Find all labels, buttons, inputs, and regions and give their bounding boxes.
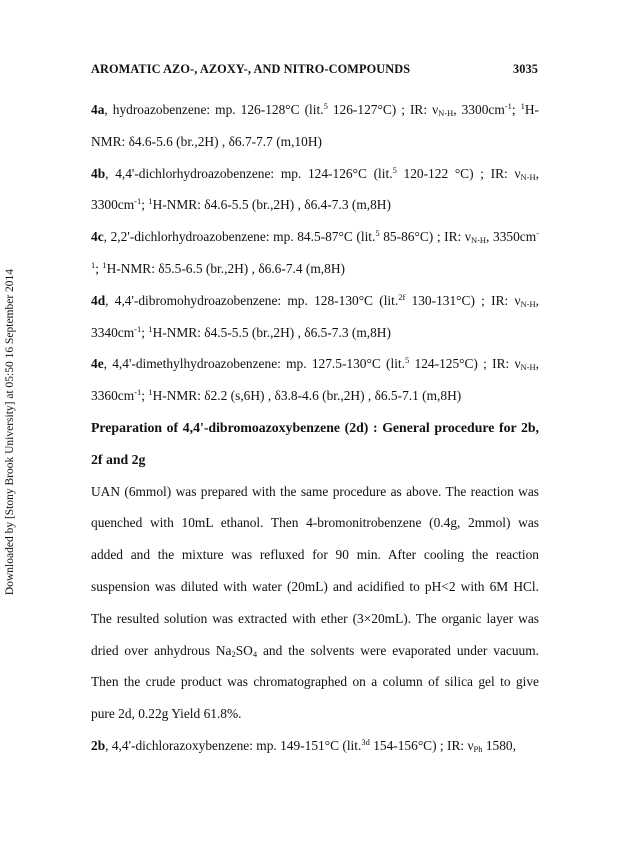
subscript: 4	[252, 648, 258, 659]
entry-text: , hydroazobenzene: mp. 126-128°C (lit.	[104, 102, 324, 117]
entry-text: H-NMR: δ5.5-6.5 (br.,2H) , δ6.6-7.4 (m,8H)	[106, 260, 345, 276]
entry-text: , 4,4'-dichlorhydroazobenzene: mp. 124-126°C (lit.	[105, 165, 393, 181]
subscript: N-H	[520, 362, 536, 373]
subscript: N-H	[520, 171, 536, 182]
entry-text: , 2,2'-dichlorhydroazobenzene: mp. 84.5-87°C (lit.	[103, 229, 376, 245]
superscript: -1	[504, 101, 512, 111]
entry-text: , 4,4'-dichlorazoxybenzene: mp. 149-151°C (lit.	[105, 737, 362, 753]
reference-number: 2f	[398, 291, 406, 302]
subscript: N-H	[470, 235, 487, 246]
compound-entry-4b	[91, 158, 539, 222]
superscript: 1	[148, 323, 153, 334]
entry-text: 1580,	[482, 737, 516, 753]
entry-text: ;	[141, 197, 149, 213]
running-header	[91, 62, 538, 80]
procedure-paragraph	[91, 476, 539, 730]
superscript: -1	[134, 387, 142, 398]
superscript: 1	[520, 101, 525, 111]
entry-text: ;	[141, 324, 149, 340]
entry-text: , 3300cm	[91, 165, 539, 213]
entry-text: H-NMR: δ4.6-5.6 (br.,2H) , δ6.7-7.7 (m,10H)	[91, 102, 539, 149]
superscript: -1	[134, 196, 142, 207]
entry-text: , 4,4'-dibromohydroazobenzene: mp. 128-130°C (lit.	[105, 292, 399, 308]
superscript: -1	[134, 323, 142, 334]
entry-text: 126-127°C) ; IR: ν	[327, 102, 439, 117]
reference-number: 5	[375, 228, 380, 239]
running-title: AROMATIC AZO-, AZOXY-, AND NITRO-COMPOUNDS	[91, 62, 411, 76]
compound-entry-4a	[91, 94, 539, 158]
subscript: Ph	[473, 743, 483, 754]
compound-entry-4c	[91, 221, 539, 285]
compound-id: 4d	[91, 292, 106, 308]
compound-entry-2b	[91, 730, 539, 762]
entry-text: , 3360cm	[91, 356, 540, 404]
entry-text: H-NMR: δ4.6-5.5 (br.,2H) , δ6.4-7.3 (m,8H)	[152, 197, 391, 213]
entry-text: 130-131°C) ; IR: ν	[405, 292, 521, 308]
entry-text: 120-122 °C) ; IR: ν	[396, 165, 521, 181]
entry-text: ;	[511, 102, 521, 117]
compound-entry-4e	[91, 348, 539, 412]
superscript: -1	[91, 228, 539, 270]
download-notice: Downloaded by [Stony Brook University] at 05:50 16 September 2014	[4, 268, 16, 596]
entry-text: H-NMR: δ4.5-5.5 (br.,2H) , δ6.5-7.3 (m,8H)	[152, 324, 391, 340]
superscript: 1	[148, 196, 153, 207]
procedure-text: SO	[235, 642, 253, 658]
section-heading: Preparation of 4,4'-dibromoazoxybenzene (2d) : General procedure for 2b, 2f and 2g	[91, 419, 539, 467]
reference-number: 3d	[361, 736, 370, 747]
compound-id: 4b	[91, 165, 106, 181]
entry-text: , 4,4'-dimethylhydroazobenzene: mp. 127.5-130°C (lit.	[103, 356, 406, 372]
reference-number: 5	[323, 101, 328, 111]
entry-text: 85-86°C) ; IR: ν	[379, 229, 471, 245]
entry-text: , 3350cm	[486, 229, 537, 245]
entry-text: ;	[141, 388, 149, 404]
procedure-text: and the solvents were evaporated under vacuum. Then the crude product was chromatographed on a column of silica gel to give pure 2d, 0.22g Yield 61.8%.	[91, 642, 539, 722]
subscript: 2	[231, 648, 236, 659]
compound-id: 4a	[91, 102, 105, 117]
reference-number: 5	[392, 164, 397, 175]
subscript: N-H	[520, 298, 536, 309]
compound-id: 4e	[91, 356, 104, 372]
subscript: N-H	[438, 108, 454, 118]
page-number: 3035	[513, 62, 538, 76]
entry-text: , 3300cm	[453, 102, 505, 117]
compound-id: 4c	[91, 229, 104, 245]
reference-number: 5	[405, 355, 410, 366]
superscript: 1	[148, 387, 153, 398]
article-body	[91, 94, 539, 762]
entry-text: 154-156°C) ; IR: ν	[369, 737, 474, 753]
entry-text: 124-125°C) ; IR: ν	[409, 356, 521, 372]
entry-text: H-NMR: δ2.2 (s,6H) , δ3.8-4.6 (br.,2H) , δ6.5-7.1 (m,8H)	[152, 388, 462, 404]
compound-id: 2b	[91, 737, 106, 753]
entry-text: ;	[95, 260, 103, 276]
procedure-text: UAN (6mmol) was prepared with the same procedure as above. The reaction was quenched with 10mL ethanol. Then 4-bromonitrobenzene (0.4g, 2mmol) was added and the mixture was refluxed for 90 min. After cooling the reaction suspension was diluted with water (20mL) and acidified to pH<2 with 6M HCl. The resulted solution was extracted with ether (3×20mL). The organic layer was dried over anhydrous Na	[91, 483, 539, 658]
compound-entry-4d	[91, 285, 539, 349]
superscript: 1	[102, 259, 107, 270]
entry-text: , 3340cm	[91, 292, 539, 340]
